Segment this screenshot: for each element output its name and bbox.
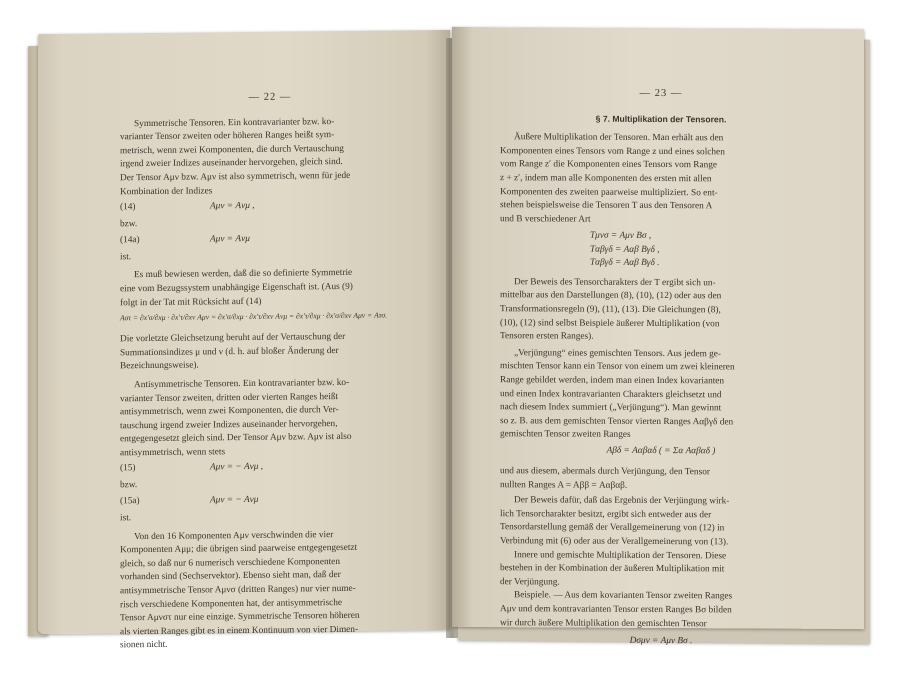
para-vorletzte	[120, 330, 420, 373]
equation-tag: (14)	[120, 202, 136, 213]
open-book	[28, 32, 873, 651]
text-line: antisymmetrisch, wenn stets	[120, 447, 226, 459]
equation-formula: Aμν = − Aνμ ,	[210, 462, 264, 473]
left-page	[38, 30, 450, 651]
equation-formula: Aμν = Aνμ ,	[210, 201, 255, 212]
text-line: Antisymmetrische Tensoren. Ein kontravarianter bzw. ko-	[134, 377, 350, 391]
para-komponenten	[120, 528, 420, 652]
para-symmetrische	[120, 115, 420, 199]
text-line: Transformationsregeln (9), (11), (13). Die Gleichungen (8),	[500, 304, 721, 316]
para-aeussere	[500, 131, 822, 227]
para-innere	[500, 549, 822, 590]
equation-15a	[120, 492, 420, 509]
text-line: z + z′, indem man alle Komponenten des ersten mit allen	[500, 173, 712, 185]
text-line: vom Range z′ die Komponenten eines Tensors vom Range	[500, 159, 718, 171]
text-line: wir durch äußere Multiplikation den gemischten Tensor	[500, 617, 707, 629]
text-line: Innere und gemischte Multiplikation der Tensoren. Diese	[514, 549, 727, 561]
text-line: Komponenten des zweiten paarweise multipliziert. So ent-	[500, 186, 718, 198]
text-line: der Verjüngung.	[500, 576, 560, 588]
text-bzw: bzw.	[120, 219, 138, 230]
text-line: antisymmetrische Tensor Aμνσ (dritten Ranges) nur vier nume-	[120, 583, 356, 597]
text-line: Summationsindizes μ und ν (d. h. auf bloßer Änderung der	[120, 345, 339, 359]
text-line: risch verschiedene Komponenten hat, der antisymmetrische	[120, 597, 343, 610]
text-line: irgend zweier Indizes auseinander hervorgehen, gleich sind.	[120, 157, 343, 170]
equation-formula: Aστ = ∂x′σ/∂xμ · ∂x′τ/∂xν Aμν = ∂x′σ/∂xμ · ∂x′τ/∂xν Aνμ = ∂x′τ/∂xμ · ∂x′σ/∂xν Aμν = Aτσ.	[120, 310, 388, 323]
page-number-left: — 22 —	[248, 91, 292, 103]
text-line: Range gebildet werden, indem man einen Index kovarianten	[500, 375, 725, 387]
text-line: Tensor Aμνστ nur eine einzige. Symmetrische Tensoren höheren	[120, 611, 360, 624]
text-line: vorhanden sind (Sechservektor). Ebenso sieht man, daß der	[120, 570, 341, 583]
text-ist: ist.	[120, 513, 132, 524]
text-line: und einen Index kontravarianten Charakters gleichsetzt und	[500, 388, 722, 400]
equation-gemischt	[500, 634, 822, 650]
text-line: Bezeichnungsweise).	[120, 360, 199, 372]
text-line: Äußere Multiplikation der Tensoren. Man erhält aus den	[514, 132, 724, 144]
equation-formula: Tαβγδ = Aαβ Bγδ .	[590, 257, 660, 269]
text-line: nullten Ranges A = Aββ = Aαβαβ.	[500, 479, 628, 491]
equation-tag: (15)	[120, 463, 136, 474]
text-line: Verbindung mit (6) oder aus der Verallgemeinerung von (13).	[500, 536, 729, 548]
equation-tag: (15a)	[120, 496, 140, 507]
text-line: Symmetrische Tensoren. Ein kontravarianter bzw. ko-	[134, 116, 335, 129]
text-line: gleich, so daß nur 6 numerisch verschiedene Komponenten	[120, 556, 340, 570]
text-line: Der Beweis des Tensorcharakters der T ergibt sich un-	[514, 277, 716, 289]
para-beweis	[120, 267, 420, 310]
text-line: bestehen in der Kombination der äußeren Multiplikation mit	[500, 563, 725, 575]
text-line: nach diesem Index summiert („Verjüngung“). Man gewinnt	[500, 402, 722, 414]
text-line: Beispiele. — Aus dem kovarianten Tensor zweiten Ranges	[514, 590, 733, 602]
para-antisymmetrische	[120, 376, 420, 460]
text-line: metrisch, wenn zwei Komponenten, die durch Vertauschung	[120, 143, 344, 157]
para-beispiele	[500, 589, 822, 630]
text-line: Die vorletzte Gleichsetzung beruht auf der Vertauschung der	[120, 332, 346, 345]
text-line: Komponenten eines Tensors vom Range z und eines solchen	[500, 145, 725, 158]
text-line: Von den 16 Komponenten Aμν verschwinden die vier	[134, 529, 334, 542]
section-heading	[500, 112, 822, 127]
equation-verjuengung	[500, 444, 822, 464]
text-line: lich Tensorcharakter besitzt, ergibt sich entweder aus der	[500, 508, 712, 521]
para-nullten	[500, 465, 822, 493]
equation-14a	[120, 231, 420, 248]
right-page	[452, 27, 864, 647]
text-line: Der Tensor Aμν bzw. Aμν ist also symmetrisch, wenn für jede	[120, 170, 351, 184]
text-line: mischten Tensor kann ein Tensor von einem um zwei kleineren	[500, 361, 735, 373]
text-line: Komponenten Aμμ; die übrigen sind paarweise entgegengesetzt	[120, 543, 358, 556]
text-line: so z. B. aus dem gemischten Tensor vierten Ranges Aαβγδ den	[500, 415, 734, 428]
text-line: sionen nicht.	[120, 640, 168, 651]
text-line: varianter Tensor zweiten oder höheren Ranges heißt sym-	[120, 130, 335, 143]
equation-formula: Tαβγδ = Aαβ Bγδ ,	[590, 244, 660, 255]
text-line: und B verschiedener Art	[500, 213, 591, 225]
equation-formula: Aμν = − Aνμ	[210, 494, 259, 506]
para-beweis-verjuengung	[500, 494, 822, 549]
text-line: und aus diesem, abermals durch Verjüngung, den Tensor	[500, 466, 710, 478]
text-line: Aμν und dem kontravarianten Tensor ersten Ranges Bσ bilden	[500, 604, 732, 616]
text-line: gemischten Tensor zweiten Ranges	[500, 429, 631, 441]
text-line: Der Beweis dafür, daß das Ergebnis der Verjüngung wirk-	[514, 495, 730, 507]
text-line: Es muß bewiesen werden, daß die so definierte Symmetrie	[134, 268, 353, 281]
text-line: stehen beispielsweise die Tensoren T aus den Tensoren A	[500, 200, 713, 212]
page-number-right: — 23 —	[639, 87, 683, 100]
text-line: Tensoren ersten Ranges).	[500, 331, 594, 342]
equation-formula: Tμνσ = Aμν Bσ ,	[590, 230, 652, 242]
equation-15	[120, 460, 420, 477]
text-line: „Verjüngung“ eines gemischten Tensors. Aus jedem ge-	[514, 348, 722, 360]
text-line: antisymmetrisch, wenn zwei Komponenten, die durch Ver-	[120, 405, 339, 418]
text-line: folgt in der Tat mit Rücksicht auf (14)	[120, 296, 262, 308]
text-line: als vierten Ranges gibt es in einem Kontinuum von vier Dimen-	[120, 624, 359, 638]
text-line: Tensordarstellung gemäß der Verallgemeinerung von (12) in	[500, 522, 725, 534]
equation-formula: Dσμν = Aμν Bσ .	[629, 635, 693, 647]
para-verjuengung	[500, 347, 822, 443]
equation-formula: Aμν = Aνμ	[210, 233, 250, 245]
text-line: tauschung irgend zweier Indizes auseinander hervorgehen,	[120, 418, 338, 431]
text-line: (10), (12) sind selbst Beispiele äußerer Multiplikation (von	[500, 317, 720, 329]
text-ist: ist.	[120, 251, 132, 263]
equation-formula: Aβδ = Aαβαδ ( = Σα Aαβαδ )	[606, 445, 716, 457]
text-line: mittelbar aus den Darstellungen (8), (10), (12) oder aus den	[500, 290, 722, 302]
text-line: varianter Tensor zweiten, dritten oder vierten Ranges heißt	[120, 391, 339, 404]
equation-14	[120, 198, 420, 215]
text-line: eine vom Bezugssystem unabhängige Eigenschaft ist. (Aus (9)	[120, 281, 353, 295]
section-heading-text: § 7. Multiplikation der Tensoren.	[595, 113, 727, 124]
equation-block-products	[590, 230, 822, 272]
text-line: Kombination der Indizes	[120, 185, 213, 197]
equation-transform	[120, 309, 420, 330]
text-bzw: bzw.	[120, 480, 138, 491]
equation-tag: (14a)	[120, 234, 140, 246]
right-page-text	[500, 87, 822, 653]
left-page-text	[120, 90, 420, 653]
para-beweis-tensor	[500, 276, 822, 345]
text-line: entgegengesetzt gleich sind. Der Tensor Aμν bzw. Aμν ist also	[120, 432, 352, 445]
